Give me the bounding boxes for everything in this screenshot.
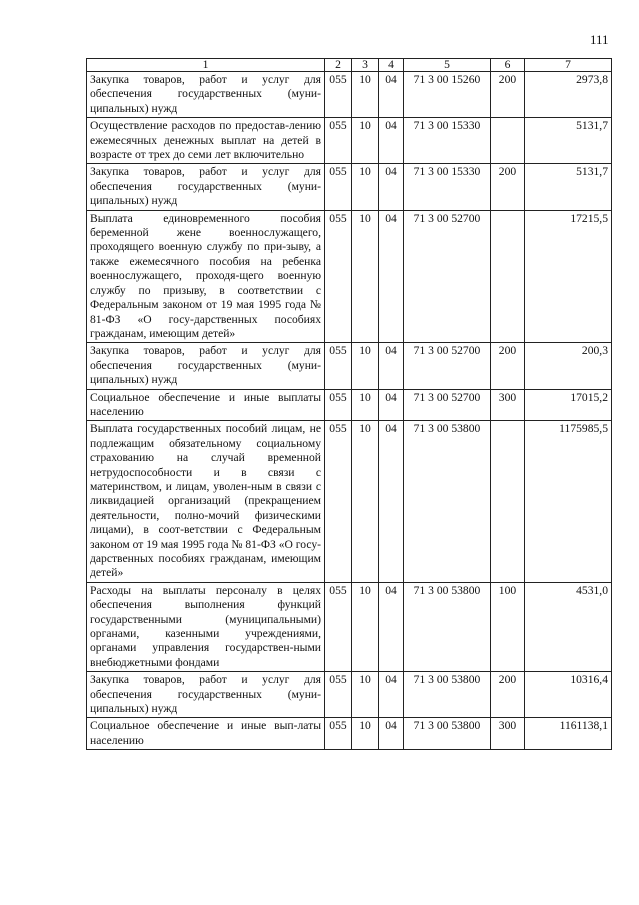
row-section-code: 10 (352, 210, 379, 343)
row-subsection-code: 04 (379, 421, 404, 582)
row-name: Расходы на выплаты персоналу в целях обеспечения выполнения функций государственными (муниципальными) органами, казенными учреждениями, органами управления государствен-ными внебюджетными фондами (87, 582, 325, 671)
row-name: Осуществление расходов по предостав-лению ежемесячных денежных выплат на детей в возрасте от трех до семи лет включительно (87, 118, 325, 164)
row-section-code: 10 (352, 582, 379, 671)
row-name: Закупка товаров, работ и услуг для обеспечения государственных (муни-ципальных) нужд (87, 672, 325, 718)
table-row (87, 164, 612, 210)
table-row (87, 210, 612, 343)
header-col-4: 4 (379, 59, 404, 72)
row-expense-type: 200 (491, 672, 525, 718)
row-section-code: 10 (352, 118, 379, 164)
header-col-5: 5 (404, 59, 491, 72)
row-name: Закупка товаров, работ и услуг для обеспечения государственных (муни-ципальных) нужд (87, 343, 325, 389)
row-expense-type: 200 (491, 72, 525, 118)
row-name: Закупка товаров, работ и услуг для обеспечения государственных (муни-ципальных) нужд (87, 72, 325, 118)
row-amount: 17015,2 (525, 389, 612, 421)
row-amount: 200,3 (525, 343, 612, 389)
row-name: Выплата государственных пособий лицам, не подлежащим обязательному социальному страхованию на случай временной нетрудоспособности и в связи с материнством, и лицам, уволен-ным в связи с ликвидацией организаций (прекращением деятельности, полно-мочий физическими лицами), в соот-ветствии с Федеральным законом от 19 мая 1995 года № 81-ФЗ «О госу-дарственных пособиях гражданам, имеющим детей» (87, 421, 325, 582)
header-col-2: 2 (325, 59, 352, 72)
row-ministry-code: 055 (325, 421, 352, 582)
row-ministry-code: 055 (325, 72, 352, 118)
table-row (87, 72, 612, 118)
row-amount: 1175985,5 (525, 421, 612, 582)
row-subsection-code: 04 (379, 164, 404, 210)
row-expense-type (491, 118, 525, 164)
row-amount: 5131,7 (525, 118, 612, 164)
header-col-1: 1 (87, 59, 325, 72)
row-section-code: 10 (352, 164, 379, 210)
header-col-6: 6 (491, 59, 525, 72)
row-section-code: 10 (352, 389, 379, 421)
row-ministry-code: 055 (325, 118, 352, 164)
table-row (87, 343, 612, 389)
row-expense-type (491, 421, 525, 582)
table-row (87, 118, 612, 164)
row-ministry-code: 055 (325, 672, 352, 718)
row-section-code: 10 (352, 421, 379, 582)
row-target-code: 71 3 00 52700 (404, 343, 491, 389)
row-target-code: 71 3 00 52700 (404, 210, 491, 343)
row-amount: 4531,0 (525, 582, 612, 671)
row-name: Закупка товаров, работ и услуг для обеспечения государственных (муни-ципальных) нужд (87, 164, 325, 210)
row-name: Социальное обеспечение и иные выплаты населению (87, 389, 325, 421)
header-col-7: 7 (525, 59, 612, 72)
row-subsection-code: 04 (379, 210, 404, 343)
row-target-code: 71 3 00 15330 (404, 164, 491, 210)
row-ministry-code: 055 (325, 343, 352, 389)
row-amount: 1161138,1 (525, 718, 612, 750)
row-target-code: 71 3 00 53800 (404, 718, 491, 750)
row-name: Социальное обеспечение и иные вып-латы населению (87, 718, 325, 750)
row-subsection-code: 04 (379, 672, 404, 718)
row-target-code: 71 3 00 15260 (404, 72, 491, 118)
row-expense-type: 200 (491, 164, 525, 210)
row-amount: 17215,5 (525, 210, 612, 343)
row-section-code: 10 (352, 718, 379, 750)
header-col-3: 3 (352, 59, 379, 72)
row-target-code: 71 3 00 53800 (404, 582, 491, 671)
row-ministry-code: 055 (325, 389, 352, 421)
table-body (87, 72, 612, 750)
row-subsection-code: 04 (379, 118, 404, 164)
row-ministry-code: 055 (325, 718, 352, 750)
row-amount: 10316,4 (525, 672, 612, 718)
row-section-code: 10 (352, 672, 379, 718)
row-expense-type: 300 (491, 389, 525, 421)
budget-table (86, 58, 612, 750)
row-target-code: 71 3 00 52700 (404, 389, 491, 421)
row-subsection-code: 04 (379, 718, 404, 750)
row-amount: 5131,7 (525, 164, 612, 210)
table-row (87, 421, 612, 582)
row-section-code: 10 (352, 343, 379, 389)
row-amount: 2973,8 (525, 72, 612, 118)
row-ministry-code: 055 (325, 164, 352, 210)
table-row (87, 582, 612, 671)
row-expense-type: 200 (491, 343, 525, 389)
row-section-code: 10 (352, 72, 379, 118)
table-row (87, 718, 612, 750)
table-header (87, 59, 612, 72)
table-row (87, 389, 612, 421)
header-row (87, 59, 612, 72)
row-subsection-code: 04 (379, 582, 404, 671)
row-target-code: 71 3 00 53800 (404, 672, 491, 718)
row-target-code: 71 3 00 15330 (404, 118, 491, 164)
table-row (87, 672, 612, 718)
page-number: 111 (590, 32, 609, 47)
row-expense-type: 100 (491, 582, 525, 671)
row-subsection-code: 04 (379, 389, 404, 421)
row-ministry-code: 055 (325, 582, 352, 671)
row-target-code: 71 3 00 53800 (404, 421, 491, 582)
row-expense-type: 300 (491, 718, 525, 750)
row-subsection-code: 04 (379, 343, 404, 389)
row-subsection-code: 04 (379, 72, 404, 118)
row-ministry-code: 055 (325, 210, 352, 343)
row-name: Выплата единовременного пособия беременной жене военнослужащего, проходящего военную службу по при-зыву, а также ежемесячного пособия на ребенка военнослужащего, проходя-щего военную службу по призыву, в соответствии с Федеральным законом от 19 мая 1995 года № 81-ФЗ «О госу-дарственных пособиях гражданам, имеющим детей» (87, 210, 325, 343)
row-expense-type (491, 210, 525, 343)
